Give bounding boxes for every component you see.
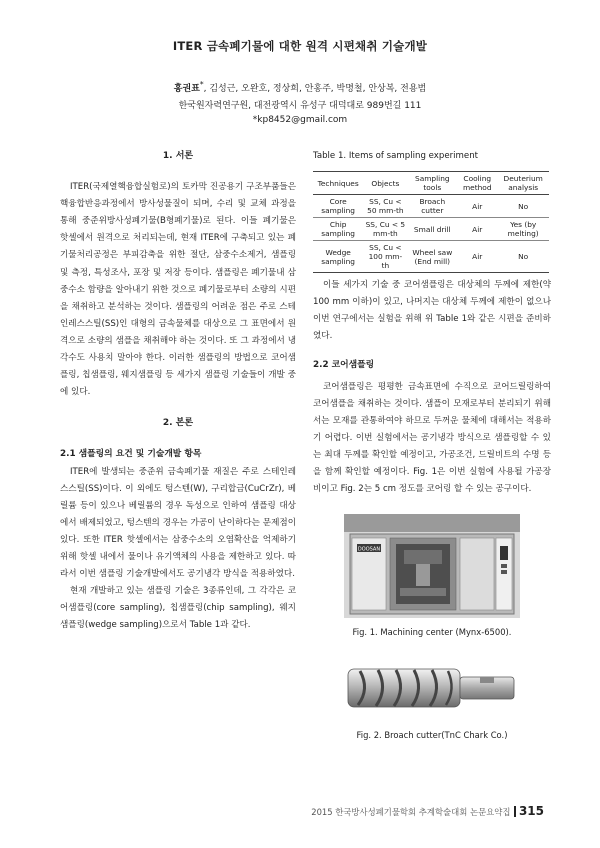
right-paragraph-2: 코어샘플링은 평평한 금속표면에 수직으로 코어드릴링하여 코어샘플을 채취하는 것이다. 샘플이 모재로부터 분리되기 위해서는 모재를 관통하여야 하므로 두꺼운 물체에 대해서는 적용하기 어렵다. 이번 실험에서는 공기냉각 방식으로 샘플링할 수 있는 최대 두께를 확인할 예정이고, 가공조건, 드릴비트의 수명 등을 함께 확인할 예정이다. Fig. 1은 이번 실험에 사용될 가공장비이고 Fig. 2는 5 cm 정도를 코어링 할 수 있는 공구이다.	[313, 381, 551, 495]
table-cell: Air	[457, 241, 497, 273]
table-caption: Table 1. Items of sampling experiment	[313, 151, 479, 161]
section-heading-intro: 1. 서론	[162, 151, 194, 161]
subsection-heading-2-2: 2.2 코어샘플링	[313, 360, 375, 371]
right-paragraph-1: 이들 세가지 기술 중 코어샘플링은 대상체의 두께에 제한(약 100 mm 이하)이 있고, 나머지는 대상체 두께에 제한이 없으나 이번 연구에서는 실험을 위해 위 Table 1와 같은 시편을 준비하였다.	[313, 280, 551, 342]
co-authors: , 김성근, 오완호, 정상희, 안홍주, 박명철, 안상복, 전용범	[203, 84, 427, 94]
broach-cutter-figure	[340, 655, 524, 721]
footer-conference-text: 2015 한국방사성폐기물학회 추계학술대회 논문요약집	[311, 807, 511, 817]
table-cell: Air	[457, 218, 497, 241]
footer-divider	[514, 806, 516, 817]
body-paragraph-1: ITER에 발생되는 중준위 금속폐기물 재질은 주로 스테인레스스틸(SS)이다. 이 외에도 텅스텐(W), 구리합금(CuCrZr), 베릴륨 등이 있으나 베릴륨의 경우 독성으로 인하여 샘플링 대상에서 배제되었고, 텅스텐의 경우는 가공이 난이하다는 문제점이 있다. 또한 ITER 핫셀에서는 삼중수소의 오염확산을 억제하기 위해 핫셀 내에서 물이나 유기액체의 사용을 제한하고 있다. 따라서 이번 샘플링 기술개발에서도 공기냉각 방식을 적용하였다.	[60, 466, 296, 580]
paper-title: ITER 금속폐기물에 대한 원격 시편채취 기술개발	[172, 39, 428, 53]
left-column	[60, 148, 296, 634]
table-cell: Core sampling	[313, 195, 363, 218]
affiliation: 한국원자력연구원, 대전광역시 유성구 대덕대로 989번길 111	[178, 101, 422, 111]
table-cell: SS, Cu < 5 mm-th	[363, 218, 407, 241]
table-row	[313, 195, 549, 218]
subsection-heading-2-1: 2.1 샘플링의 요건 및 기술개발 항목	[60, 449, 202, 460]
table-header-row	[313, 172, 549, 195]
table-cell: Yes (by melting)	[497, 218, 549, 241]
page-footer	[311, 804, 544, 818]
contact-email: *kp8452@gmail.com	[252, 115, 348, 125]
table-cell: Wheel saw (End mill)	[407, 241, 457, 273]
right-column	[313, 148, 551, 744]
section-heading-body: 2. 본론	[162, 418, 194, 429]
figure-1-caption: Fig. 1. Machining center (Mynx-6500).	[352, 627, 512, 638]
machining-center-figure	[344, 514, 520, 618]
table-header-cell: Sampling tools	[407, 172, 457, 195]
page-number: 315	[518, 804, 544, 818]
body-paragraph-2: 현재 개발하고 있는 샘플링 기술은 3종류인데, 그 각각은 코어샘플링(core sampling), 칩샘플링(chip sampling), 웨지샘플링(wedge sampling)으로서 Table 1과 같다.	[60, 586, 296, 631]
sampling-table	[313, 171, 549, 273]
table-cell: Wedge sampling	[313, 241, 363, 273]
table-cell: Small drill	[407, 218, 457, 241]
table-cell: Chip sampling	[313, 218, 363, 241]
figure-2-caption: Fig. 2. Broach cutter(TnC Chark Co.)	[356, 730, 508, 741]
table-cell: No	[497, 195, 549, 218]
machine-brand-label: DOOSAN	[357, 546, 381, 553]
table-cell: No	[497, 241, 549, 273]
table-row	[313, 218, 549, 241]
intro-paragraph: ITER(국제열핵융합실험로)의 토카막 진공용기 구조부품들은 핵융합반응과정에서 방사성물질이 되며, 수리 및 교체 과정을 통해 중준위방사성폐기물(B형폐기물)로 된다. 이들 폐기물은 핫셀에서 원격으로 처리되는데, 현재 ITER에 구축되고 있는 폐기물처리공정은 부피감축을 위한 절단, 삼중수소제거, 샘플링 및 측정, 특성조사, 포장 및 저장 등이다. 샘플링은 폐기물내 삼중수소 함량을 알아내기 위한 것으로 폐기물로부터 소량의 시편을 채취하고 분석하는 것이다. 샘플링의 어려운 점은 주로 스테인레스스틸(SS)인 대형의 금속물체를 대상으로 그 표면에서 원격으로 소량의 샘플을 채취해야 하는 것이다. 또 그 과정에서 냉각수도 사용치 말아야 한다. 이러한 샘플링의 방법으로 코어샘플링, 칩샘플링, 웨지샘플링 등 세가지 샘플링 기술들이 개발 중에 있다.	[60, 182, 296, 398]
table-header-cell: Objects	[363, 172, 407, 195]
table-cell: SS, Cu < 50 mm-th	[363, 195, 407, 218]
author-list	[0, 80, 600, 94]
table-cell: SS, Cu < 100 mm-th	[363, 241, 407, 273]
table-header-cell: Deuterium analysis	[497, 172, 549, 195]
table-cell: Air	[457, 195, 497, 218]
table-cell: Broach cutter	[407, 195, 457, 218]
lead-author: 홍권표	[173, 84, 200, 94]
table-row	[313, 241, 549, 273]
corresponding-mark: *	[199, 80, 204, 89]
table-header-cell: Cooling method	[457, 172, 497, 195]
table-header-cell: Techniques	[313, 172, 363, 195]
